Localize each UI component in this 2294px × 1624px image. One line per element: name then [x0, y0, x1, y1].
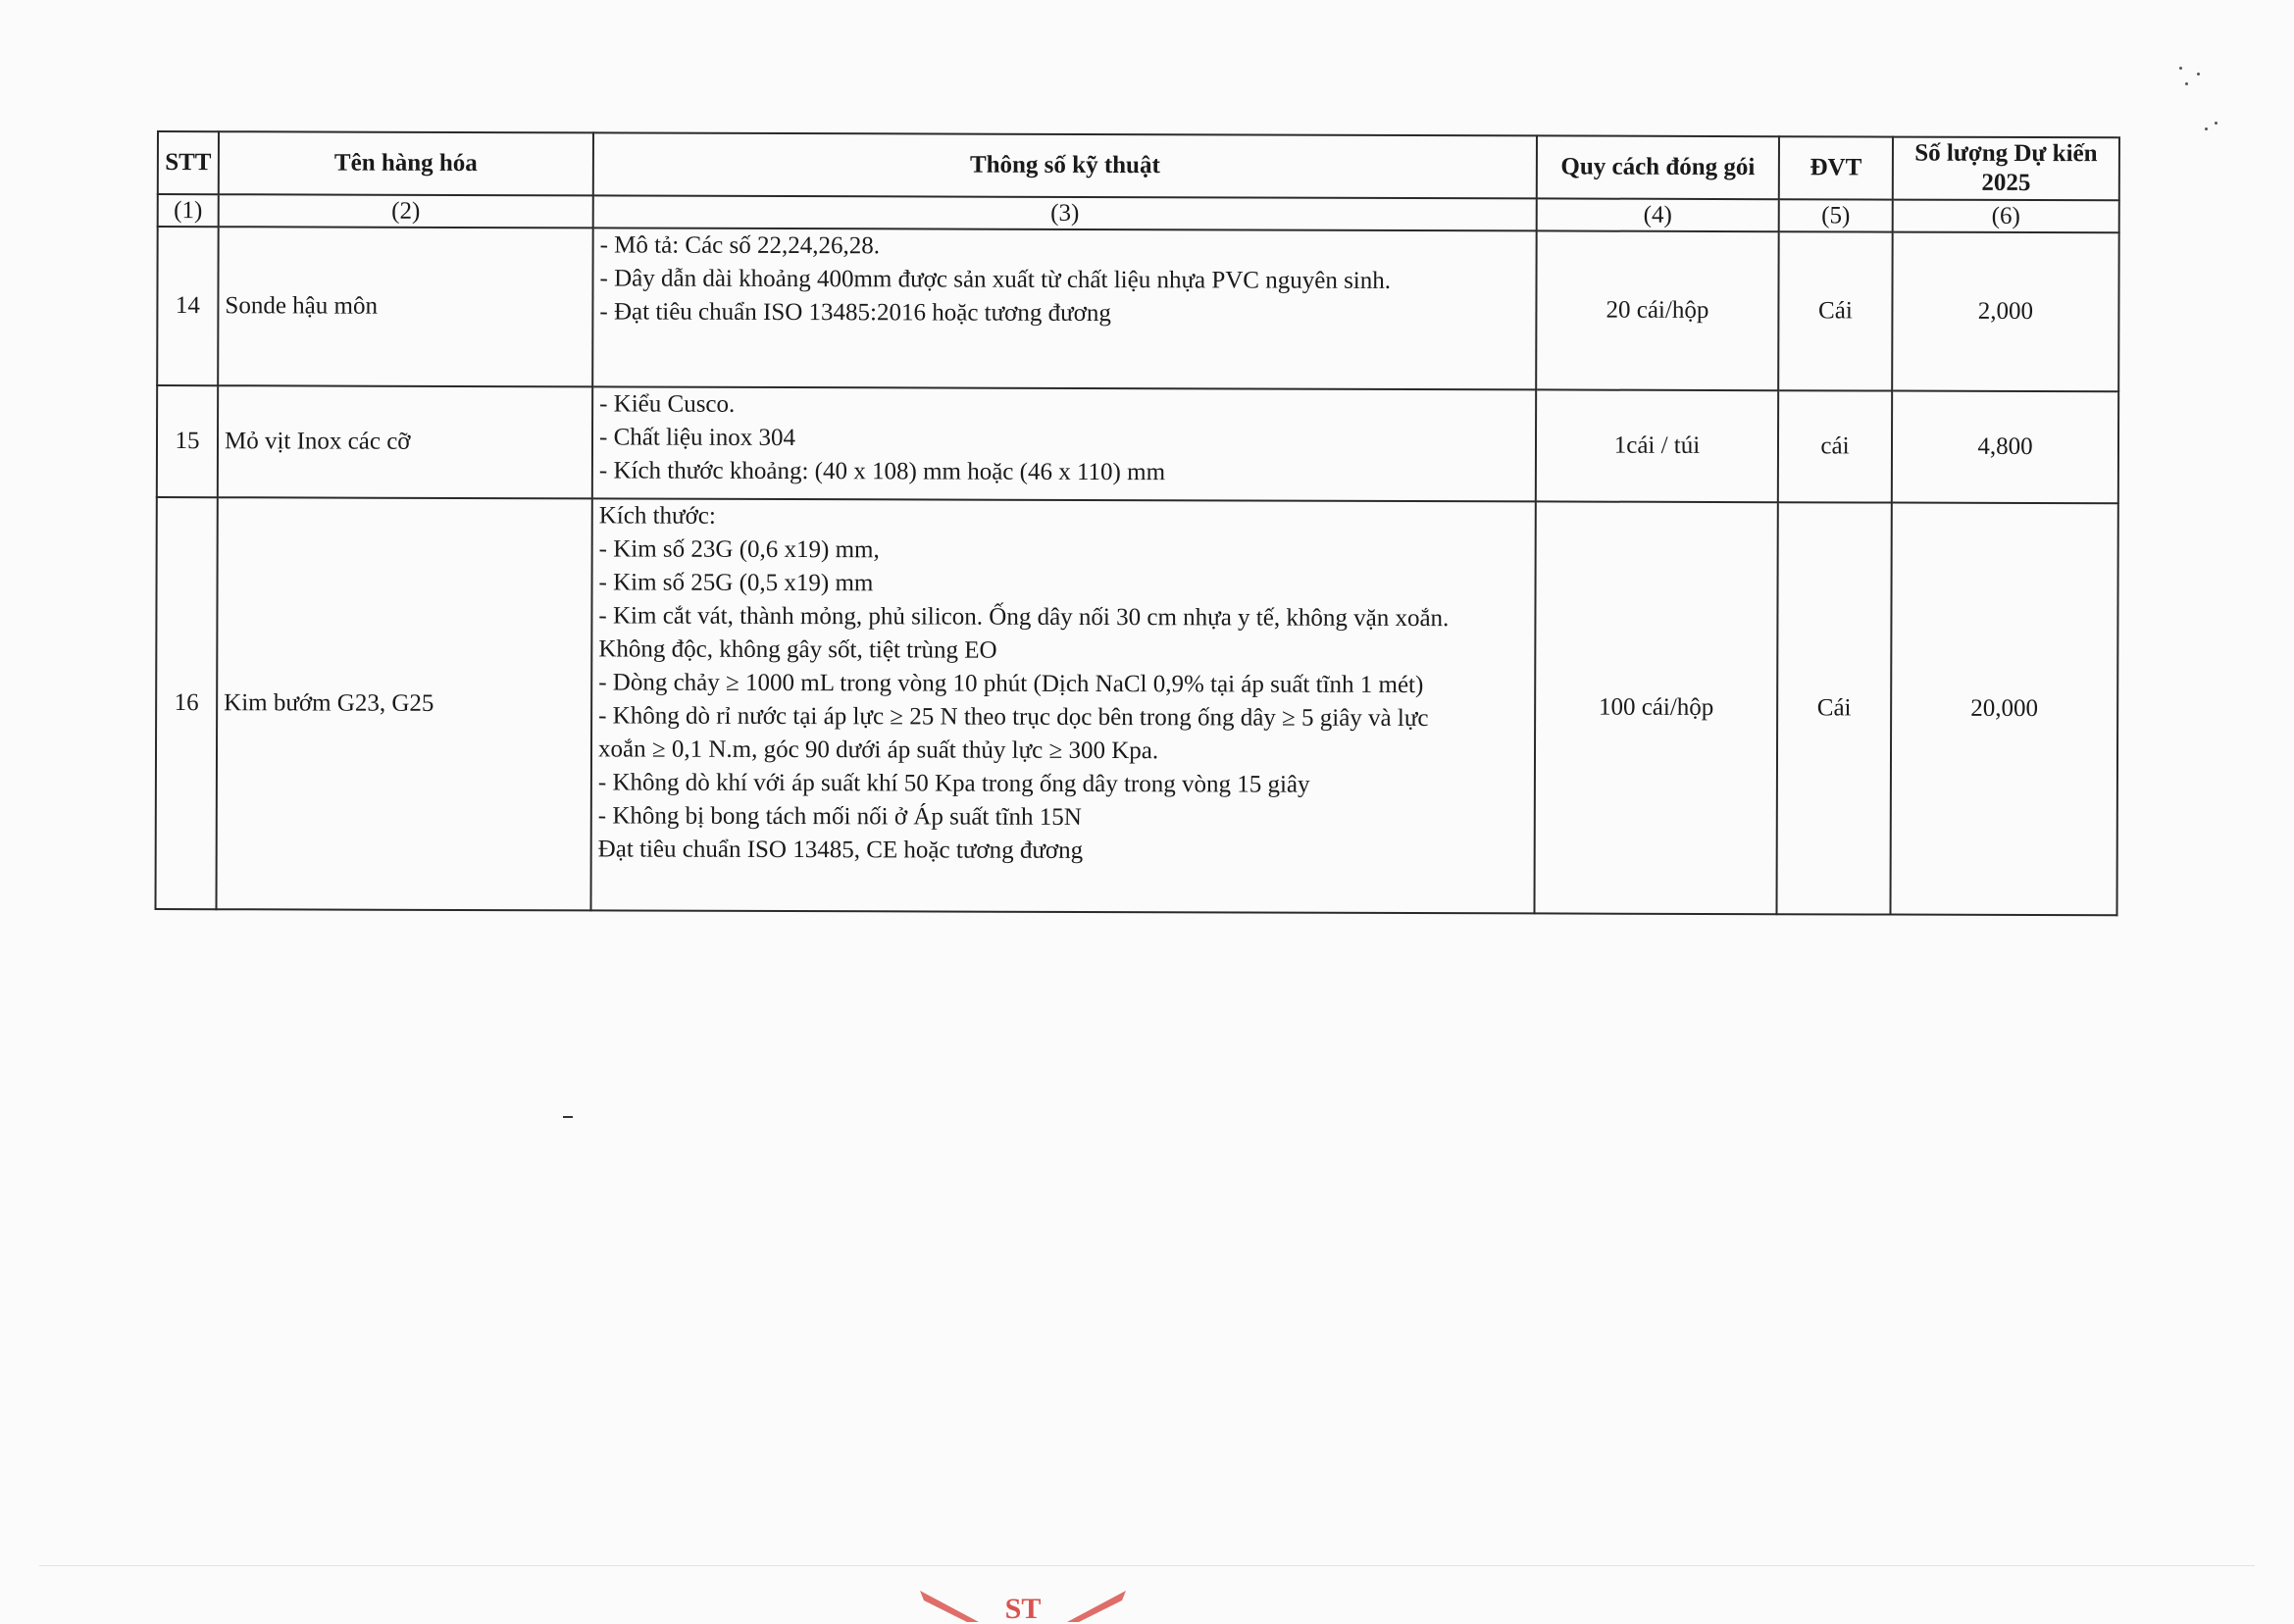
header-unit: ĐVT [1779, 136, 1893, 199]
row-spec [592, 386, 1536, 501]
table-row [157, 385, 2118, 503]
row-quantity: 2,000 [1892, 232, 2119, 392]
row-spec [591, 498, 1536, 913]
row-quantity: 4,800 [1892, 391, 2118, 504]
spec-line: Không độc, không gây sốt, tiệt trùng EO [598, 635, 997, 664]
row-packaging: 20 cái/hộp [1536, 230, 1779, 390]
table-row [157, 227, 2118, 391]
spec-line: Kích thước: [598, 502, 716, 530]
row-spec [592, 228, 1537, 389]
row-packaging: 100 cái/hộp [1534, 501, 1777, 914]
spec-line: - Không dò khí với áp suất khí 50 Kpa trong ống dây trong vòng 15 giây [597, 769, 1310, 798]
row-unit: cái [1778, 390, 1892, 502]
table-row [156, 497, 2118, 915]
spec-line: - Mô tả: Các số 22,24,26,28. [599, 231, 881, 260]
column-number: (1) [158, 194, 219, 227]
goods-spec-table [155, 130, 2120, 916]
spec-line: - Kim cắt vát, thành mỏng, phủ silicon. Ống dây nối 30 cm nhựa y tế, không vặn xoắn. [598, 602, 1450, 633]
spec-line: - Chất liệu inox 304 [598, 424, 796, 452]
spec-line: - Kim số 25G (0,5 x19) mm [598, 569, 874, 597]
row-name: Sonde hậu môn [218, 227, 593, 386]
column-number: (3) [593, 195, 1537, 230]
footer-rule [39, 1565, 2255, 1566]
row-packaging: 1cái / túi [1536, 389, 1778, 502]
spec-line: - Dòng chảy ≥ 1000 mL trong vòng 10 phút (Dịch NaCl 0,9% tại áp suất tĩnh 1 mét) [598, 669, 1424, 699]
spec-line: - Kích thước khoảng: (40 x 108) mm hoặc (46 x 110) mm [598, 457, 1166, 486]
row-stt: 16 [156, 497, 218, 909]
header-stt: STT [158, 131, 219, 194]
row-stt: 15 [157, 385, 218, 497]
spec-line: - Đạt tiêu chuẩn ISO 13485:2016 hoặc tương đương [599, 298, 1111, 328]
spec-line: - Dây dẫn dài khoảng 400mm được sản xuất từ chất liệu nhựa PVC nguyên sinh. [599, 265, 1392, 294]
column-number: (4) [1537, 198, 1779, 231]
row-quantity: 20,000 [1890, 503, 2117, 916]
spec-line: Đạt tiêu chuẩn ISO 13485, CE hoặc tương đương [597, 836, 1084, 864]
spec-line: - Không bị bong tách mối nối ở Áp suất tĩnh 15N [597, 802, 1082, 831]
header-quantity: Số lượng Dự kiến 2025 [1893, 137, 2119, 201]
row-unit: Cái [1776, 502, 1891, 914]
header-row [158, 131, 2119, 200]
column-number: (2) [219, 194, 593, 228]
footer-logo-text: ST [1004, 1593, 1042, 1624]
header-packaging: Quy cách đóng gói [1537, 135, 1779, 199]
header-name: Tên hàng hóa [219, 131, 593, 195]
spec-line: xoắn ≥ 0,1 N.m, góc 90 dưới áp suất thủy lực ≥ 300 Kpa. [597, 736, 1159, 765]
column-number: (5) [1779, 199, 1893, 231]
row-name: Kim bướm G23, G25 [217, 497, 592, 910]
header-spec: Thông số kỹ thuật [593, 132, 1537, 198]
footer-logo-icon [920, 1583, 1126, 1624]
stray-dash-mark [563, 1116, 573, 1118]
spec-line: - Kim số 23G (0,6 x19) mm, [598, 535, 880, 564]
spec-line: - Không dò rỉ nước tại áp lực ≥ 25 N theo trục dọc bên trong ống dây ≥ 5 giây và lực [598, 702, 1429, 733]
scan-specks [2175, 65, 2224, 143]
column-number: (6) [1893, 200, 2119, 233]
row-unit: Cái [1778, 231, 1893, 390]
row-name: Mỏ vịt Inox các cỡ [218, 385, 592, 498]
row-stt: 14 [157, 227, 219, 385]
spec-line: - Kiểu Cusco. [599, 390, 736, 418]
